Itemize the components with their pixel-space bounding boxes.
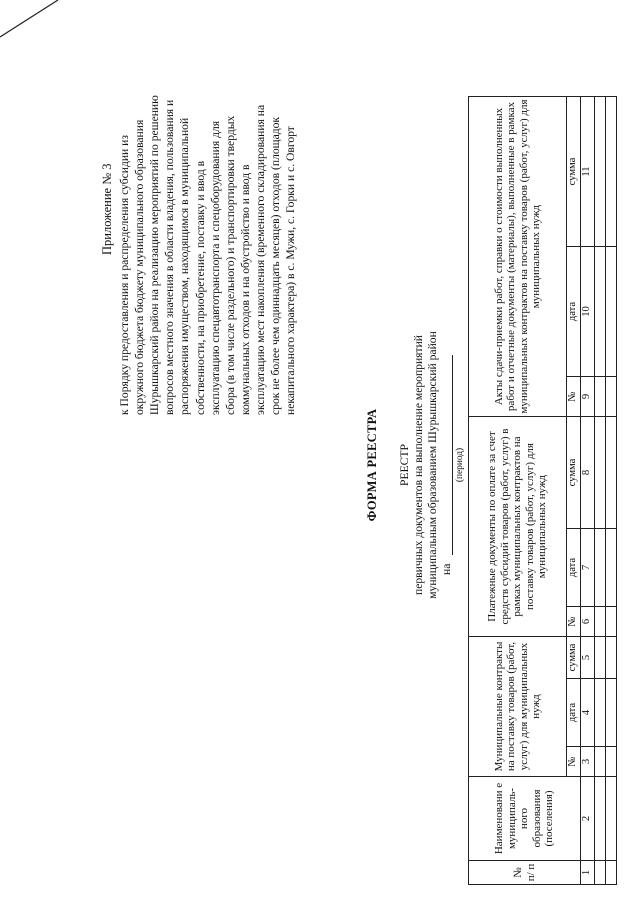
subheader-date: дата: [567, 529, 581, 607]
appendix-line: собственности, на приобретение, поставку и ввод в: [193, 160, 207, 415]
table-cell: [606, 861, 617, 885]
subheader-date: дата: [567, 247, 581, 377]
register-table: [468, 96, 617, 885]
column-number: 5: [581, 637, 595, 679]
subheader-sum: сумма: [567, 97, 581, 247]
header-contracts: Муниципальные контракты на поставку товаров (работ, услуг) для муниципальных нужд: [469, 637, 567, 777]
appendix-line: коммунальных отходов и на обустройство и ввод в: [238, 164, 252, 415]
column-number: 1: [581, 861, 595, 885]
appendix-line: вопросов местного значения в области владения, пользования и: [163, 99, 177, 415]
table-cell: [595, 607, 606, 637]
subheader-number: №: [567, 607, 581, 637]
appendix-line: Шурышкарский район на реализацию мероприятий по решению: [148, 95, 162, 415]
appendix-line: к Порядку предоставления и распределения субсидии из: [118, 135, 132, 415]
table-cell: [595, 679, 606, 747]
header-acts: Акты сдачи-приемки работ, справки о стоимости выполненных работ и отчетные документы (материалы), выполненные в рамках муниципальных контрактов на поставку товаров (работ, услуг) для муниципальных нужд: [469, 97, 567, 417]
table-cell: [606, 777, 617, 861]
header-municipality-name: Наименовани е муниципаль- ного образования (поселения): [469, 777, 581, 861]
subheader-sum: сумма: [567, 637, 581, 679]
table-cell: [606, 637, 617, 679]
appendix-line: распоряжения имуществом, находящимся в муниципальной: [178, 117, 192, 415]
table-cell: [595, 747, 606, 777]
appendix-line: некапитального характера) в с. Мужи, с. Горки и с. Овгорт: [284, 126, 298, 415]
subheader-number: №: [567, 377, 581, 417]
table-cell: [606, 679, 617, 747]
register-subtitle: муниципальным образованием Шурышкарский район: [426, 331, 439, 599]
register-subtitle: первичных документов на выполнение мероприятий: [412, 335, 425, 595]
table-cell: [595, 861, 606, 885]
table-cell: [606, 247, 617, 377]
table-cell: [595, 637, 606, 679]
column-number: 2: [581, 777, 595, 861]
column-number: 7: [581, 529, 595, 607]
period-fill-line: [452, 355, 453, 555]
appendix-line: эксплуатацию спецавтотранспорта и спецоборудования для: [208, 120, 222, 415]
table-cell: [606, 747, 617, 777]
header-row-number: № п/ п: [469, 861, 581, 885]
period-note: (период): [455, 447, 465, 483]
table-cell: [595, 417, 606, 529]
column-number: 3: [581, 747, 595, 777]
column-number: 10: [581, 247, 595, 377]
table-cell: [595, 247, 606, 377]
appendix-line: срок не более чем одиннадцать месяцев) отходов (площадок: [269, 116, 283, 415]
table-cell: [606, 97, 617, 247]
header-payments: Платежные документы по оплате за счет средств субсидий товаров (работ, услуг) в рамках муниципальных контрактов на поставку товаров (работ, услуг) для муниципальных нужд: [469, 417, 567, 637]
table-cell: [595, 377, 606, 417]
table-cell: [606, 377, 617, 417]
appendix-title: Приложение № 3: [100, 163, 114, 255]
period-row: [440, 275, 456, 575]
column-number: 8: [581, 417, 595, 529]
subheader-date: дата: [567, 679, 581, 747]
column-number: 6: [581, 607, 595, 637]
table-cell: [595, 529, 606, 607]
subheader-sum: сумма: [567, 417, 581, 529]
column-number: 11: [581, 97, 595, 247]
appendix-line: сбора (в том числе раздельного) и транспортировки твердых: [223, 115, 237, 415]
table-cell: [606, 529, 617, 607]
column-number: 4: [581, 679, 595, 747]
table-cell: [595, 777, 606, 861]
subheader-number: №: [567, 747, 581, 777]
appendix-block: [100, 25, 298, 415]
appendix-line: эксплуатацию мест накопления (временного складирования на: [253, 104, 267, 415]
on-label: на: [440, 563, 453, 575]
form-title: ФОРМА РЕЕСТРА: [365, 408, 379, 522]
table-cell: [606, 607, 617, 637]
table-cell: [595, 97, 606, 247]
register-title: РЕЕСТР: [398, 444, 411, 486]
table-cell: [606, 417, 617, 529]
appendix-line: окружного бюджета бюджету муниципального образования: [133, 119, 147, 415]
column-number: 9: [581, 377, 595, 417]
